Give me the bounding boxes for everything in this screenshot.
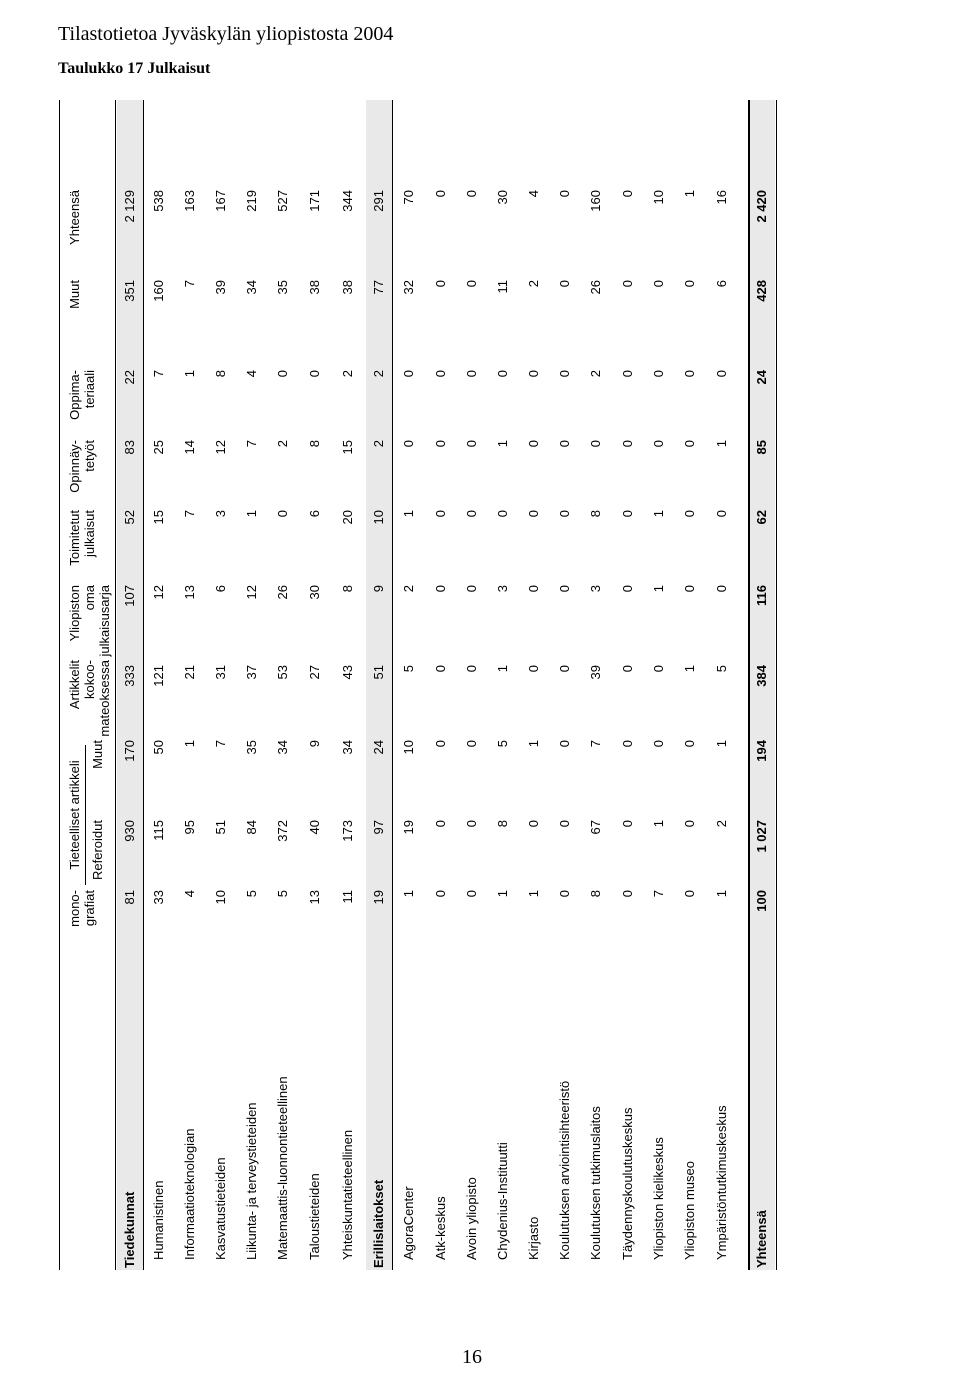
table-cell: 39 xyxy=(588,665,603,680)
table-cell: 0 xyxy=(464,280,479,288)
col-header-toimitetut-julkaisut: Toimitetut julkaisut xyxy=(67,510,97,566)
table-cell: 34 xyxy=(275,740,290,755)
table-cell: 0 xyxy=(433,280,448,288)
table-cell: 24 xyxy=(754,370,769,385)
table-cell: 7 xyxy=(213,740,228,748)
table-cell: 12 xyxy=(151,585,166,600)
table-cell: 0 xyxy=(682,370,697,378)
page-number: 16 xyxy=(462,1346,482,1368)
table-cell: 0 xyxy=(464,370,479,378)
report-title: Tilastotietoa Jyväskylän yliopistosta 2004 xyxy=(58,23,394,45)
table-cell: 0 xyxy=(620,820,635,828)
section-label: Erillislaitokset xyxy=(371,1179,386,1268)
table-cell: 26 xyxy=(588,280,603,295)
table-cell: 2 xyxy=(371,440,386,448)
table-cell: 32 xyxy=(401,280,416,295)
row-label: Humanistinen xyxy=(151,1180,166,1260)
table-cell: 538 xyxy=(151,190,166,212)
table-cell: 0 xyxy=(557,665,572,673)
table-cell: 2 xyxy=(401,585,416,593)
table-cell: 0 xyxy=(557,890,572,898)
table-cell: 0 xyxy=(620,890,635,898)
table-cell: 10 xyxy=(401,740,416,755)
table-cell: 51 xyxy=(371,665,386,680)
table-cell: 0 xyxy=(651,280,666,288)
table-cell: 163 xyxy=(182,190,197,212)
row-label: Taloustieteiden xyxy=(307,1173,322,1260)
table-cell: 0 xyxy=(714,585,729,593)
table-cell: 0 xyxy=(401,440,416,448)
table-cell: 1 xyxy=(495,890,510,898)
table-cell: 1 xyxy=(714,740,729,748)
table-cell: 38 xyxy=(340,280,355,295)
table-cell: 2 xyxy=(340,370,355,378)
table-cell: 1 xyxy=(682,665,697,673)
table-cell: 8 xyxy=(307,440,322,448)
table-cell: 85 xyxy=(754,440,769,455)
table-cell: 0 xyxy=(526,370,541,378)
table-cell: 0 xyxy=(557,370,572,378)
table-cell: 10 xyxy=(371,510,386,525)
table-cell: 1 xyxy=(651,510,666,518)
col-header-yliopiston-julkaisusarja: Yliopiston oma julkaisusarja xyxy=(67,585,112,657)
table-cell: 8 xyxy=(213,370,228,378)
table-cell: 333 xyxy=(122,665,137,687)
table-cell: 19 xyxy=(401,820,416,835)
table-cell: 43 xyxy=(340,665,355,680)
table-cell: 1 xyxy=(526,890,541,898)
table-cell: 7 xyxy=(182,280,197,288)
table-cell: 8 xyxy=(588,890,603,898)
col-header-artikkelit-kokoomateoksessa: Artikkelit kokoo- mateoksessa xyxy=(67,660,112,737)
table-cell: 8 xyxy=(495,820,510,828)
table-cell: 97 xyxy=(371,820,386,835)
table-cell: 34 xyxy=(340,740,355,755)
table-cell: 5 xyxy=(244,890,259,898)
table-cell: 31 xyxy=(213,665,228,680)
table-cell: 0 xyxy=(526,820,541,828)
table-cell: 52 xyxy=(122,510,137,525)
table-cell: 0 xyxy=(620,740,635,748)
table-cell: 0 xyxy=(682,890,697,898)
table-cell: 27 xyxy=(307,665,322,680)
table-cell: 4 xyxy=(526,190,541,198)
table-cell: 0 xyxy=(464,665,479,673)
table-cell: 22 xyxy=(122,370,137,385)
table-cell: 13 xyxy=(307,890,322,905)
table-cell: 7 xyxy=(151,370,166,378)
table-cell: 173 xyxy=(340,820,355,842)
table-cell: 35 xyxy=(244,740,259,755)
row-label: Avoin yliopisto xyxy=(464,1177,479,1260)
table-cell: 0 xyxy=(557,440,572,448)
table-cell: 0 xyxy=(433,370,448,378)
table-cell: 0 xyxy=(588,440,603,448)
table-cell: 81 xyxy=(122,890,137,905)
table-cell: 160 xyxy=(151,280,166,302)
table-cell: 3 xyxy=(213,510,228,518)
table-cell: 34 xyxy=(244,280,259,295)
table-cell: 0 xyxy=(526,585,541,593)
col-header-muut: Muut xyxy=(67,280,82,309)
table-cell: 5 xyxy=(495,740,510,748)
row-label: Matemaattis-luonnontieteellinen xyxy=(275,1076,290,1260)
table-cell: 1 xyxy=(495,440,510,448)
table-cell: 84 xyxy=(244,820,259,835)
table-cell: 8 xyxy=(340,585,355,593)
row-label: Yhteiskuntatieteellinen xyxy=(340,1129,355,1260)
table-cell: 7 xyxy=(651,890,666,898)
table-cell: 16 xyxy=(714,190,729,205)
table-cell: 0 xyxy=(557,190,572,198)
table-cell: 0 xyxy=(464,585,479,593)
col-header-oppimateriaali: Oppima- teriaali xyxy=(67,370,97,420)
table-cell: 0 xyxy=(620,190,635,198)
table-cell: 0 xyxy=(620,585,635,593)
table-cell: 0 xyxy=(433,510,448,518)
table-cell: 170 xyxy=(122,740,137,762)
table-cell: 171 xyxy=(307,190,322,212)
table-cell: 0 xyxy=(526,510,541,518)
table-cell: 5 xyxy=(401,665,416,673)
table-cell: 2 xyxy=(526,280,541,288)
table-cell: 62 xyxy=(754,510,769,525)
table-cell: 11 xyxy=(340,890,355,904)
row-label: Yliopiston kielikeskus xyxy=(651,1137,666,1260)
table-cell: 26 xyxy=(275,585,290,600)
table-cell: 38 xyxy=(307,280,322,295)
table-cell: 0 xyxy=(682,585,697,593)
table-cell: 121 xyxy=(151,665,166,687)
table-cell: 7 xyxy=(182,510,197,518)
table-cell: 4 xyxy=(244,370,259,378)
header-bottom-rule xyxy=(115,100,116,1270)
table-cell: 0 xyxy=(464,740,479,748)
table-cell: 0 xyxy=(651,440,666,448)
table-cell: 83 xyxy=(122,440,137,455)
table-cell: 24 xyxy=(371,740,386,755)
table-cell: 0 xyxy=(433,890,448,898)
table-cell: 0 xyxy=(682,280,697,288)
row-label: Chydenius-Instituutti xyxy=(495,1142,510,1260)
table-cell: 6 xyxy=(714,280,729,288)
total-label: Yhteensä xyxy=(754,1210,769,1268)
table-cell: 100 xyxy=(754,890,769,912)
table-cell: 0 xyxy=(557,740,572,748)
row-label: Informaatioteknologian xyxy=(182,1128,197,1260)
table-cell: 0 xyxy=(620,370,635,378)
table-cell: 0 xyxy=(557,280,572,288)
col-header-opinnaytetyot: Opinnäy- tetyöt xyxy=(67,440,97,493)
table-cell: 15 xyxy=(340,440,355,455)
table-cell: 428 xyxy=(754,280,769,302)
table-cell: 0 xyxy=(651,370,666,378)
table-cell: 0 xyxy=(464,510,479,518)
table-cell: 0 xyxy=(275,510,290,518)
table-cell: 344 xyxy=(340,190,355,212)
table-cell: 0 xyxy=(620,665,635,673)
table-cell: 30 xyxy=(307,585,322,600)
table-cell: 219 xyxy=(244,190,259,212)
row-label: Kasvatustieteiden xyxy=(213,1157,228,1260)
table-cell: 2 xyxy=(588,370,603,378)
table-cell: 0 xyxy=(557,585,572,593)
table-cell: 2 129 xyxy=(122,190,137,223)
section-label: Tiedekunnat xyxy=(122,1191,137,1268)
table-cell: 4 xyxy=(182,890,197,898)
table-cell: 0 xyxy=(464,820,479,828)
table-cell: 11 xyxy=(495,280,510,294)
table-cell: 0 xyxy=(557,820,572,828)
row-label: Kirjasto xyxy=(526,1216,541,1260)
table-cell: 1 xyxy=(714,440,729,448)
row-label: Koulutuksen arviointisihteeristö xyxy=(557,1080,572,1260)
table-cell: 0 xyxy=(714,370,729,378)
table-cell: 70 xyxy=(401,190,416,205)
table-cell: 10 xyxy=(651,190,666,205)
table-cell: 1 xyxy=(651,820,666,828)
row-rule xyxy=(748,100,750,1270)
table-cell: 0 xyxy=(433,665,448,673)
table-cell: 0 xyxy=(526,440,541,448)
row-label: Täydennyskoulutuskeskus xyxy=(620,1107,635,1260)
table-cell: 1 xyxy=(526,740,541,748)
table-cell: 20 xyxy=(340,510,355,525)
table-cell: 95 xyxy=(182,820,197,835)
row-rule xyxy=(392,100,393,1270)
table-cell: 3 xyxy=(588,585,603,593)
table-cell: 0 xyxy=(682,440,697,448)
col-header-yhteensa: Yhteensä xyxy=(67,190,82,245)
table-cell: 0 xyxy=(433,820,448,828)
table-cell: 10 xyxy=(213,890,228,905)
table-cell: 2 420 xyxy=(754,190,769,223)
table-cell: 0 xyxy=(651,665,666,673)
table-cell: 9 xyxy=(371,585,386,593)
table-cell: 0 xyxy=(433,585,448,593)
table-cell: 50 xyxy=(151,740,166,755)
table-cell: 12 xyxy=(244,585,259,600)
table-cell: 372 xyxy=(275,820,290,842)
table-cell: 351 xyxy=(122,280,137,302)
row-label: Koulutuksen tutkimuslaitos xyxy=(588,1106,603,1260)
table-cell: 0 xyxy=(714,510,729,518)
table-cell: 0 xyxy=(495,510,510,518)
table-cell: 77 xyxy=(371,280,386,295)
table-cell: 19 xyxy=(371,890,386,905)
table-cell: 0 xyxy=(620,440,635,448)
table-cell: 1 xyxy=(401,890,416,898)
table-cell: 21 xyxy=(182,665,197,680)
table-cell: 167 xyxy=(213,190,228,212)
table-cell: 0 xyxy=(275,370,290,378)
table-cell: 0 xyxy=(682,820,697,828)
table-cell: 0 xyxy=(464,440,479,448)
table-cell: 37 xyxy=(244,665,259,680)
table-cell: 39 xyxy=(213,280,228,295)
table-cell: 1 xyxy=(182,370,197,378)
table-cell: 0 xyxy=(682,740,697,748)
table-cell: 35 xyxy=(275,280,290,295)
table-cell: 1 xyxy=(401,510,416,518)
table-cell: 33 xyxy=(151,890,166,905)
col-header-muut-artikkelit: Muut xyxy=(90,740,105,769)
col-group-tieteelliset-artikkelit: Tieteelliset artikkeli xyxy=(67,760,82,870)
table-cell: 2 xyxy=(275,440,290,448)
table-cell: 6 xyxy=(307,510,322,518)
table-cell: 0 xyxy=(526,665,541,673)
table-cell: 291 xyxy=(371,190,386,212)
table-cell: 0 xyxy=(557,510,572,518)
col-group-underline xyxy=(85,745,86,885)
table-top-rule xyxy=(59,100,60,1270)
table-cell: 0 xyxy=(464,890,479,898)
table-cell: 0 xyxy=(433,740,448,748)
table-cell: 0 xyxy=(464,190,479,198)
table-cell: 9 xyxy=(307,740,322,748)
table-cell: 0 xyxy=(620,280,635,288)
table-cell: 2 xyxy=(371,370,386,378)
table-cell: 1 xyxy=(682,190,697,198)
publications-table xyxy=(59,100,819,1270)
table-cell: 1 xyxy=(244,510,259,518)
table-cell: 1 xyxy=(495,665,510,673)
row-label: Atk-keskus xyxy=(433,1196,448,1260)
table-cell: 194 xyxy=(754,740,769,762)
table-cell: 6 xyxy=(213,585,228,593)
row-label: Liikunta- ja terveystieteiden xyxy=(244,1102,259,1260)
table-cell: 30 xyxy=(495,190,510,205)
table-cell: 25 xyxy=(151,440,166,455)
table-cell: 67 xyxy=(588,820,603,835)
table-cell: 0 xyxy=(495,370,510,378)
table-caption: Taulukko 17 Julkaisut xyxy=(58,60,211,77)
row-label: Ympäristöntutkimuskeskus xyxy=(714,1105,729,1260)
table-cell: 0 xyxy=(651,740,666,748)
table-cell: 1 xyxy=(651,585,666,593)
table-cell: 14 xyxy=(182,440,197,455)
row-label: AgoraCenter xyxy=(401,1186,416,1260)
table-cell: 527 xyxy=(275,190,290,212)
table-cell: 115 xyxy=(151,820,166,841)
table-cell: 13 xyxy=(182,585,197,600)
table-cell: 8 xyxy=(588,510,603,518)
table-cell: 116 xyxy=(754,585,769,606)
table-cell: 1 xyxy=(714,890,729,898)
table-cell: 107 xyxy=(122,585,137,607)
col-header-referoidut: Referoidut xyxy=(90,820,105,880)
table-cell: 384 xyxy=(754,665,769,687)
table-cell: 0 xyxy=(433,440,448,448)
table-cell: 0 xyxy=(433,190,448,198)
table-cell: 0 xyxy=(682,510,697,518)
table-cell: 5 xyxy=(714,665,729,673)
col-header-monografiat: mono- grafiat xyxy=(67,890,97,927)
table-cell: 930 xyxy=(122,820,137,842)
table-cell: 0 xyxy=(307,370,322,378)
table-cell: 0 xyxy=(620,510,635,518)
table-cell: 7 xyxy=(588,740,603,748)
table-cell: 7 xyxy=(244,440,259,448)
table-cell: 40 xyxy=(307,820,322,835)
table-cell: 160 xyxy=(588,190,603,212)
table-cell: 51 xyxy=(213,820,228,835)
table-bottom-rule xyxy=(776,100,777,1270)
row-rule xyxy=(143,100,144,1270)
row-label: Yliopiston museo xyxy=(682,1161,697,1260)
table-cell: 15 xyxy=(151,510,166,525)
table-cell: 53 xyxy=(275,665,290,680)
table-cell: 1 027 xyxy=(754,820,769,853)
table-cell: 0 xyxy=(401,370,416,378)
table-cell: 1 xyxy=(182,740,197,748)
table-cell: 2 xyxy=(714,820,729,828)
table-cell: 12 xyxy=(213,440,228,455)
table-cell: 5 xyxy=(275,890,290,898)
table-cell: 3 xyxy=(495,585,510,593)
